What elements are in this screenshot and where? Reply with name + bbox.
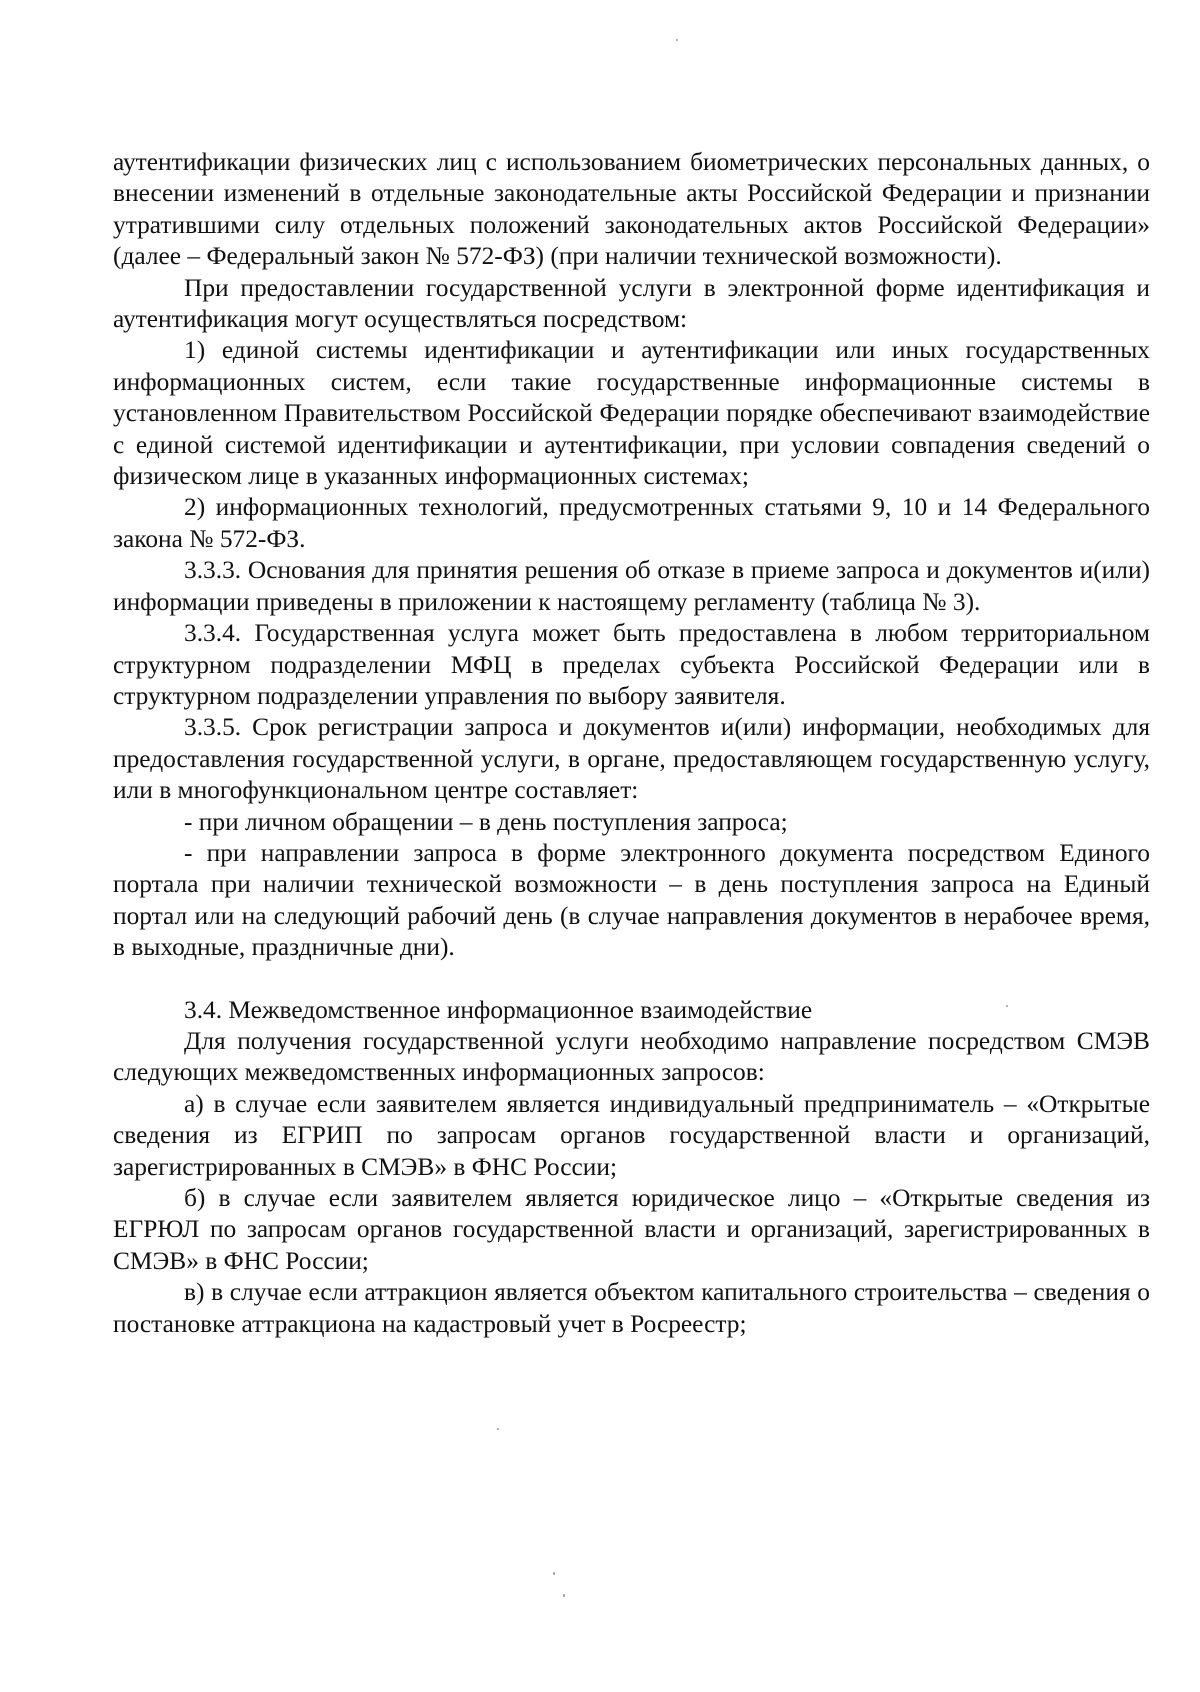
paragraph-smev-requests: Для получения государственной услуги необходимо направление посредством СМЭВ следующих межведомственных информационных запросов: [113, 1026, 1150, 1087]
list-item-info-technologies: 2) информационных технологий, предусмотренных статьями 9, 10 и 14 Федерального закона № 572-ФЗ. [113, 493, 1150, 553]
scan-speck [563, 1594, 565, 1597]
section-3-3-5: 3.3.5. Срок регистрации запроса и документов и(или) информации, необходимых для предоставления государственной услуги, в органе, предоставляющем государственную услугу, или в многофункциональном центре составляет: [113, 713, 1150, 805]
section-3-3-4: 3.3.4. Государственная услуга может быть предоставлена в любом территориальном структурном подразделении МФЦ в пределах субъекта Российской Федерации или в структурном подразделении управления по выбору заявителя. [113, 619, 1150, 710]
scan-speck [1006, 1005, 1008, 1007]
scan-speck [676, 39, 678, 41]
scan-speck [497, 1428, 499, 1430]
list-item-v-rosreestr: в) в случае если аттракцион является объектом капитального строительства – сведения о постановке аттракциона на кадастровый учет в Росреестр; [113, 1278, 1150, 1338]
section-3-3-3: 3.3.3. Основания для принятия решения об отказе в приеме запроса и документов и(или) информации приведены в приложении к настоящему регламенту (таблица № 3). [113, 556, 1150, 616]
scan-speck [553, 1572, 555, 1575]
paragraph-identification-means: При предоставлении государственной услуги в электронной форме идентификация и аутентификация могут осуществляться посредством: [113, 273, 1150, 334]
list-item-b-egrul: б) в случае если заявителем является юридическое лицо – «Открытые сведения из ЕГРЮЛ по запросам органов государственной власти и организаций, зарегистрированных в СМЭВ» в ФНС России; [113, 1184, 1150, 1275]
paragraph-continuation: аутентификации физических лиц с использованием биометрических персональных данных, о внесении изменений в отдельные законодательные акты Российской Федерации и признании утратившими силу отдельных положений законодательных актов Российской Федерации» (далее – Федеральный закон № 572-ФЗ) (при наличии технической возможности). [113, 148, 1150, 271]
list-item-esia: 1) единой системы идентификации и аутентификации или иных государственных информационных систем, если такие государственные информационные системы в установленном Правительством Российской Федерации порядке обеспечивают взаимодействие с единой системой идентификации и аутентификации, при условии совпадения сведений о физическом лице в указанных информационных системах; [113, 336, 1150, 491]
section-heading-3-4: 3.4. Межведомственное информационное взаимодействие [184, 995, 813, 1024]
list-item-personal-visit: - при личном обращении – в день поступления запроса; [184, 807, 788, 836]
document-page [113, 147, 1150, 1340]
list-item-electronic-request: - при направлении запроса в форме электронного документа посредством Единого портала при наличии технической возможности – в день поступления запроса на Единый портал или на следующий рабочий день (в случае направления документов в нерабочее время, в выходные, праздничные дни). [113, 838, 1150, 962]
list-item-a-egrip: а) в случае если заявителем является индивидуальный предприниматель – «Открытые сведения из ЕГРИП по запросам органов государственной власти и организаций, зарегистрированных в СМЭВ» в ФНС России; [113, 1089, 1150, 1181]
